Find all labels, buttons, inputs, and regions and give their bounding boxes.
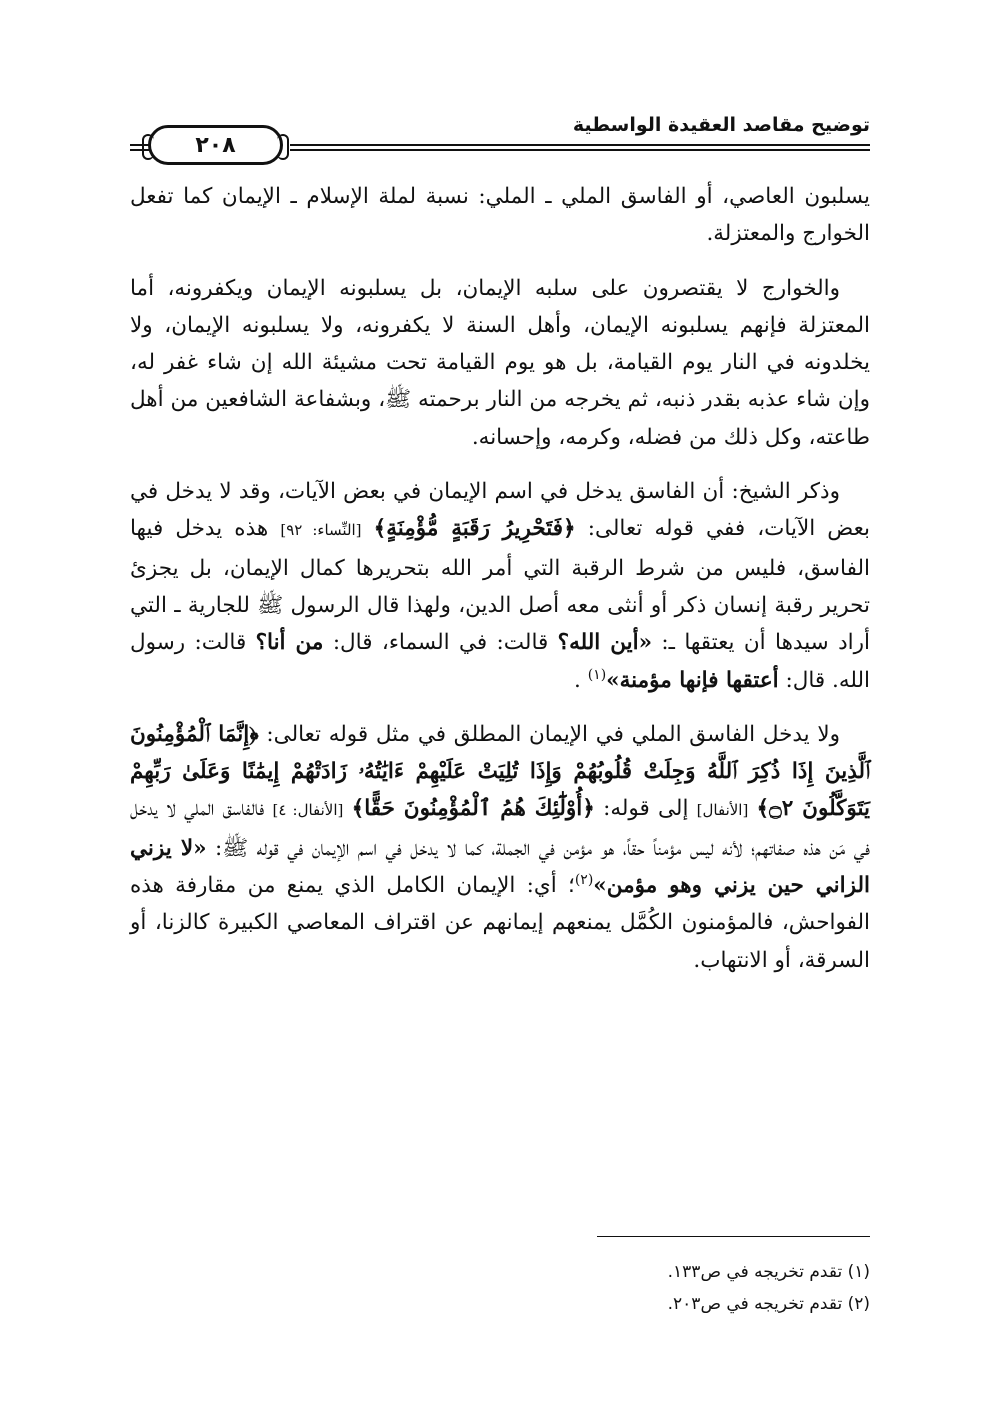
main-text	[130, 178, 870, 996]
hadith-quote: «لا يزني الزاني حين يزني وهو مؤمن»	[130, 835, 870, 899]
footnote-marker: (١)	[587, 666, 607, 683]
paragraph-3-text-b: هذه يدخل فيها الفاسق، فليس من شرط الرقبة التي أمر الله بتحريرها كمال الإيمان، بل يجزئ تحرير رقبة إنسان ذكر أو أنثى معه أصل الدين، ولهذا قال الرسول ﷺ للجارية ـ التي أراد سيدها أن يعتقها ـ:	[130, 516, 870, 656]
paragraph-4-text-a: ولا يدخل الفاسق الملي في الإيمان المطلق في مثل قوله تعالى:	[266, 721, 840, 747]
paragraph-1	[130, 178, 870, 253]
verse-reference: [النِّساء: ٩٢]	[280, 521, 362, 540]
paragraph-1-text: يسلبون العاصي، أو الفاسق الملي ـ الملي: نسبة لملة الإسلام ـ الإيمان كما تفعل الخوارج والمعتزلة.	[130, 184, 870, 247]
verse-reference: [الأنفال: ٤]	[272, 801, 344, 820]
paragraph-3-end: .	[574, 667, 581, 693]
paragraph-3-text-a: وذكر الشيخ: أن الفاسق يدخل في اسم الإيمان في بعض الآيات، وقد لا يدخل في بعض الآيات، ففي قوله تعالى:	[130, 479, 870, 542]
verse-reference: [الأنفال]	[696, 801, 749, 820]
hadith-quote: أعتقها فإنها مؤمنة»	[606, 667, 779, 693]
header-rule-bottom	[290, 149, 870, 151]
footnote-2: (٢) تقدم تخريجه في ص٢٠٣.	[667, 1294, 870, 1314]
quran-verse: ﴿إِنَّمَا ٱلْمُؤْمِنُونَ ٱلَّذِينَ إِذَا ذُكِرَ ٱللَّهُ وَجِلَتْ قُلُوبُهُمْ وَإِذَا تُلِيَتْ عَلَيْهِمْ ءَايَٰتُهُۥ زَادَتْهُمْ إِيمَٰنًا وَعَلَىٰ رَبِّهِمْ يَتَوَكَّلُونَ ۝٢﴾	[130, 721, 870, 822]
paragraph-4-text-d: ؛ أي: الإيمان الكامل الذي يمنع من مقارفة هذه الفواحش، فالمؤمنون الكُمَّل يمنعهم إيمانهم عن اقتراف المعاصي الكبيرة كالزنا، أو السرقة، أو الانتهاب.	[130, 873, 870, 973]
quran-verse: ﴿فَتَحْرِيرُ رَقَبَةٍ مُّؤْمِنَةٍ﴾	[373, 516, 576, 542]
running-title: توضيح مقاصد العقيدة الواسطية	[572, 114, 870, 136]
paragraph-4-text-c: فالفاسق الملي لا يدخل في مَن هذه صفاتهم؛ لأنه ليس مؤمناً حقاً، هو مؤمن في الجملة، كما لا يدخل في اسم الإيمان في قوله ﷺ:	[130, 796, 870, 861]
footnote-separator	[597, 1236, 870, 1237]
page-number: ٢٠٨	[195, 132, 236, 158]
page-number-badge	[148, 125, 283, 165]
paragraph-4-text-b: إلى قوله:	[603, 796, 689, 822]
page-header	[130, 100, 870, 160]
hadith-quote: «أين الله؟	[557, 630, 653, 656]
paragraph-2	[130, 270, 870, 456]
paragraph-3-text-c: قالت: في السماء، قال:	[332, 630, 549, 656]
paragraph-4	[130, 716, 870, 979]
hadith-quote: من أنا؟	[255, 630, 324, 656]
header-rule-top	[290, 144, 870, 146]
paragraph-3	[130, 473, 870, 699]
footnotes	[500, 1256, 870, 1320]
footnote-marker: (٢)	[574, 871, 594, 888]
quran-verse: ﴿أُوْلَٰٓئِكَ هُمُ ٱلْمُؤْمِنُونَ حَقًّا﴾	[351, 796, 595, 822]
paragraph-3-text-d: قالت: رسول الله. قال:	[130, 630, 870, 693]
footnote-1: (١) تقدم تخريجه في ص١٣٣.	[667, 1262, 870, 1282]
paragraph-2-text: والخوارج لا يقتصرون على سلبه الإيمان، بل يسلبونه الإيمان ويكفرونه، أما المعتزلة فإنهم يسلبونه الإيمان، وأهل السنة لا يكفرونه، ولا يسلبونه الإيمان، ولا يخلدونه في النار يوم القيامة، بل هو يوم القيامة تحت مشيئة الله إن شاء غفر له، وإن شاء عذبه بقدر ذنبه، ثم يخرجه من النار برحمته ﷺ، وبشفاعة الشافعين من أهل طاعته، وكل ذلك من فضله، وكرمه، وإحسانه.	[130, 275, 870, 450]
